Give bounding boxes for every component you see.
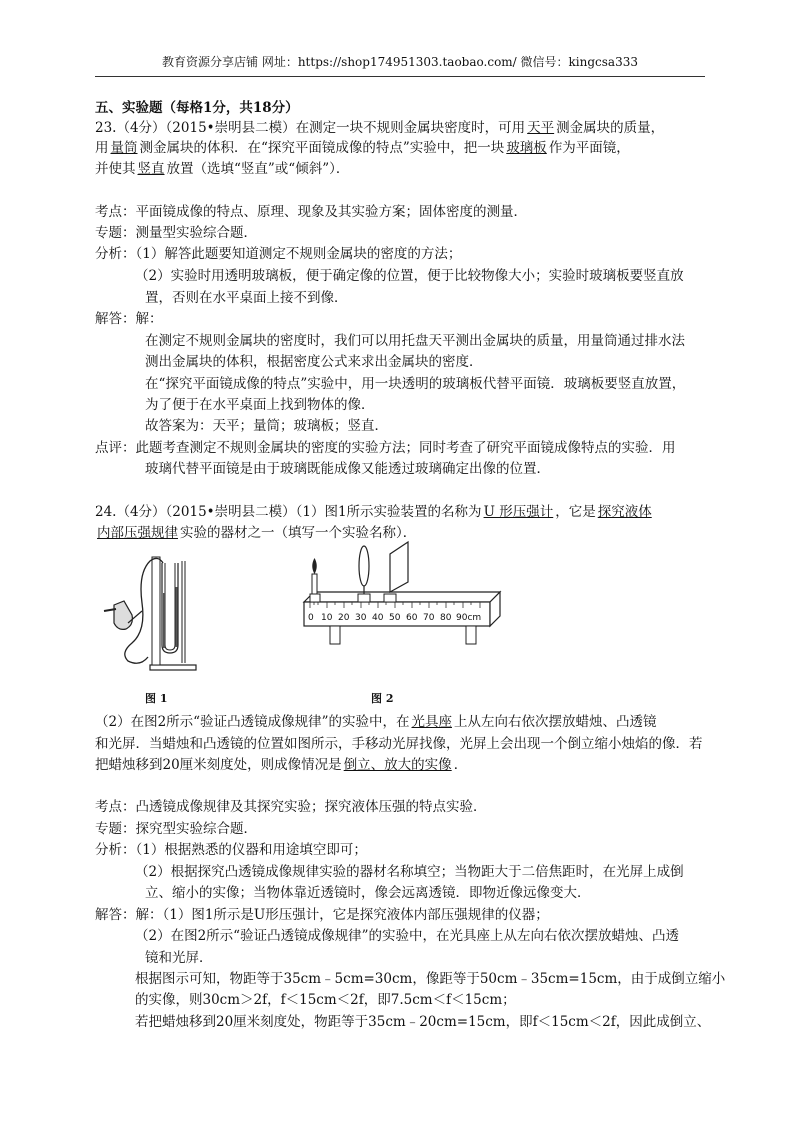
q24-solution-4: 根据图示可知，物距等于35cm﹣5cm=30cm，像距等于50cm﹣35cm=15cm，由于成倒立缩小 (135, 971, 726, 987)
ruler-label: 0 (308, 613, 314, 623)
q24-answer-1: U 形压强计 (483, 504, 554, 520)
q23-line2 (95, 138, 630, 158)
q24-text: 上从左向右依次摆放蜡烛、凸透镜 (453, 714, 657, 730)
q23-line3 (95, 159, 349, 179)
q24-text: 24.（4分）（2015•崇明县二模）（1）图1所示实验装置的名称为 (95, 504, 482, 520)
q24-solution-2: （2）在图2所示“验证凸透镜成像规律”的实验中，在光具座上从左向右依次摆放蜡烛、凸透 (135, 928, 679, 944)
q24-answer-4: 倒立、放大的实像 (343, 757, 452, 773)
q24-solution-5: 的实像，则30cm＞2f，f＜15cm＜2f，即7.5cm＜f＜15cm； (135, 992, 516, 1008)
q23-text: 23.（4分）（2015•崇明县二模）在测定一块不规则金属块密度时，可用 (95, 120, 526, 136)
q24-text: 实验的器材之一（填写一个实验名称）． (180, 525, 417, 541)
q24-part2-line3 (95, 755, 467, 775)
q23-solution-3: 在“探究平面镜成像的特点”实验中，用一块透明的玻璃板代替平面镜．玻璃板要竖直放置， (145, 376, 686, 392)
q24-analysis-3: 立、缩小的实像；当物体靠近透镜时，像会远离透镜．即物近像远像变大． (145, 885, 591, 901)
q24-solution-6: 若把蜡烛移到20厘米刻度处，物距等于35cm﹣20cm=15cm，即f＜15cm＜2f，因此成倒立、 (135, 1014, 711, 1030)
q23-line1 (95, 118, 664, 138)
q23-analysis-3: 置，否则在水平桌面上接不到像． (145, 290, 348, 306)
ruler-label: 80 (440, 613, 452, 623)
q24-solution-3: 镜和光屏． (145, 950, 213, 966)
ruler-label: 90cm (456, 613, 482, 623)
q23-answer-4: 竖直 (137, 161, 165, 177)
q24-part2-line1 (95, 712, 656, 732)
q23-kaodian: 考点：平面镜成像的特点、原理、现象及其实验方案；固体密度的测量． (95, 204, 527, 220)
u-tube-manometer-figure (92, 553, 202, 673)
q24-answer-2b: 内部压强规律 (97, 525, 178, 541)
q24-text: 把蜡烛移到20厘米刻度处，则成像情况是 (95, 757, 342, 773)
q23-answer-3: 玻璃板 (506, 140, 547, 156)
q23-text: 作为平面镜， (548, 140, 630, 156)
q24-analysis-1: 分析：（1）根据熟悉的仪器和用途填空即可； (95, 842, 367, 858)
ruler-label: 40 (372, 613, 384, 623)
q23-text: 并使其 (95, 161, 136, 177)
q24-kaodian: 考点：凸透镜成像规律及其探究实验；探究液体压强的特点实验． (95, 799, 487, 815)
q23-solution-1: 在测定不规则金属块的密度时，我们可以用托盘天平测出金属块的质量，用量筒通过排水法 (145, 333, 685, 349)
q23-answer-1: 天平 (527, 120, 555, 136)
figure-2-caption: 图 2 (371, 692, 394, 705)
q23-zhuanti: 专题：测量型实验综合题． (95, 225, 257, 241)
q24-part2-line2: 和光屏．当蜡烛和凸透镜的位置如图所示，手移动光屏找像，光屏上会出现一个倒立缩小烛焰的像．若 (95, 736, 703, 752)
ruler-label: 20 (338, 613, 350, 623)
q23-text: 测金属块的质量， (556, 120, 665, 136)
ruler-label: 60 (406, 613, 418, 623)
q23-solution-2: 测出金属块的体积，根据密度公式来求出金属块的密度． (145, 354, 483, 370)
q23-solution-label: 解答：解： (95, 311, 163, 327)
q23-solution-4: 为了便于在水平桌面上找到物体的像． (145, 397, 375, 413)
q23-text: 测金属块的体积．在“探究平面镜成像的特点”实验中，把一块 (139, 140, 505, 156)
q24-text: ，它是 (555, 504, 596, 520)
page-header: 教育资源分享店铺 网址：https://shop174951303.taobao.com/ 微信号：kingcsa333 (162, 55, 638, 69)
q23-analysis-2: （2）实验时用透明玻璃板，便于确定像的位置，便于比较物像大小；实验时玻璃板要竖直放 (135, 268, 684, 284)
figure-1-caption: 图 1 (145, 692, 168, 705)
q24-zhuanti: 专题：探究型实验综合题． (95, 821, 257, 837)
q24-answer-2a: 探究液体 (597, 504, 652, 520)
ruler-label: 10 (321, 613, 333, 623)
q23-solution-5: 故答案为：天平；量筒；玻璃板；竖直． (145, 418, 388, 434)
ruler-label: 70 (423, 613, 435, 623)
q23-text: 放置（选填“竖直”或“倾斜”）． (166, 161, 350, 177)
header-divider (95, 76, 705, 77)
ruler-label: 50 (389, 613, 401, 623)
q24-text: （2）在图2所示“验证凸透镜成像规律”的实验中，在 (95, 714, 410, 730)
q23-comment-1: 点评：此题考查测定不规则金属块的密度的实验方法；同时考查了研究平面镜成像特点的实验．用 (95, 440, 676, 456)
q24-text: ． (453, 757, 468, 773)
q24-line1 (95, 502, 654, 522)
optical-bench-figure (290, 540, 510, 665)
q23-answer-2: 量筒 (110, 140, 138, 156)
q24-analysis-2: （2）根据探究凸透镜成像规律实验的器材名称填空；当物距大于二倍焦距时，在光屏上成倒 (135, 864, 684, 880)
q24-answer-3: 光具座 (411, 714, 452, 730)
q23-analysis-1: 分析：（1）解答此题要知道测定不规则金属块的密度的方法； (95, 246, 462, 262)
q23-text: 用 (95, 140, 109, 156)
q24-solution-1: 解答：解：（1）图1所示是U形压强计，它是探究液体内部压强规律的仪器； (95, 907, 549, 923)
ruler-label: 30 (355, 613, 367, 623)
q23-comment-2: 玻璃代替平面镜是由于玻璃既能成像又能透过玻璃确定出像的位置． (145, 461, 550, 477)
section-title: 五、实验题（每格1分，共18分） (95, 100, 299, 116)
